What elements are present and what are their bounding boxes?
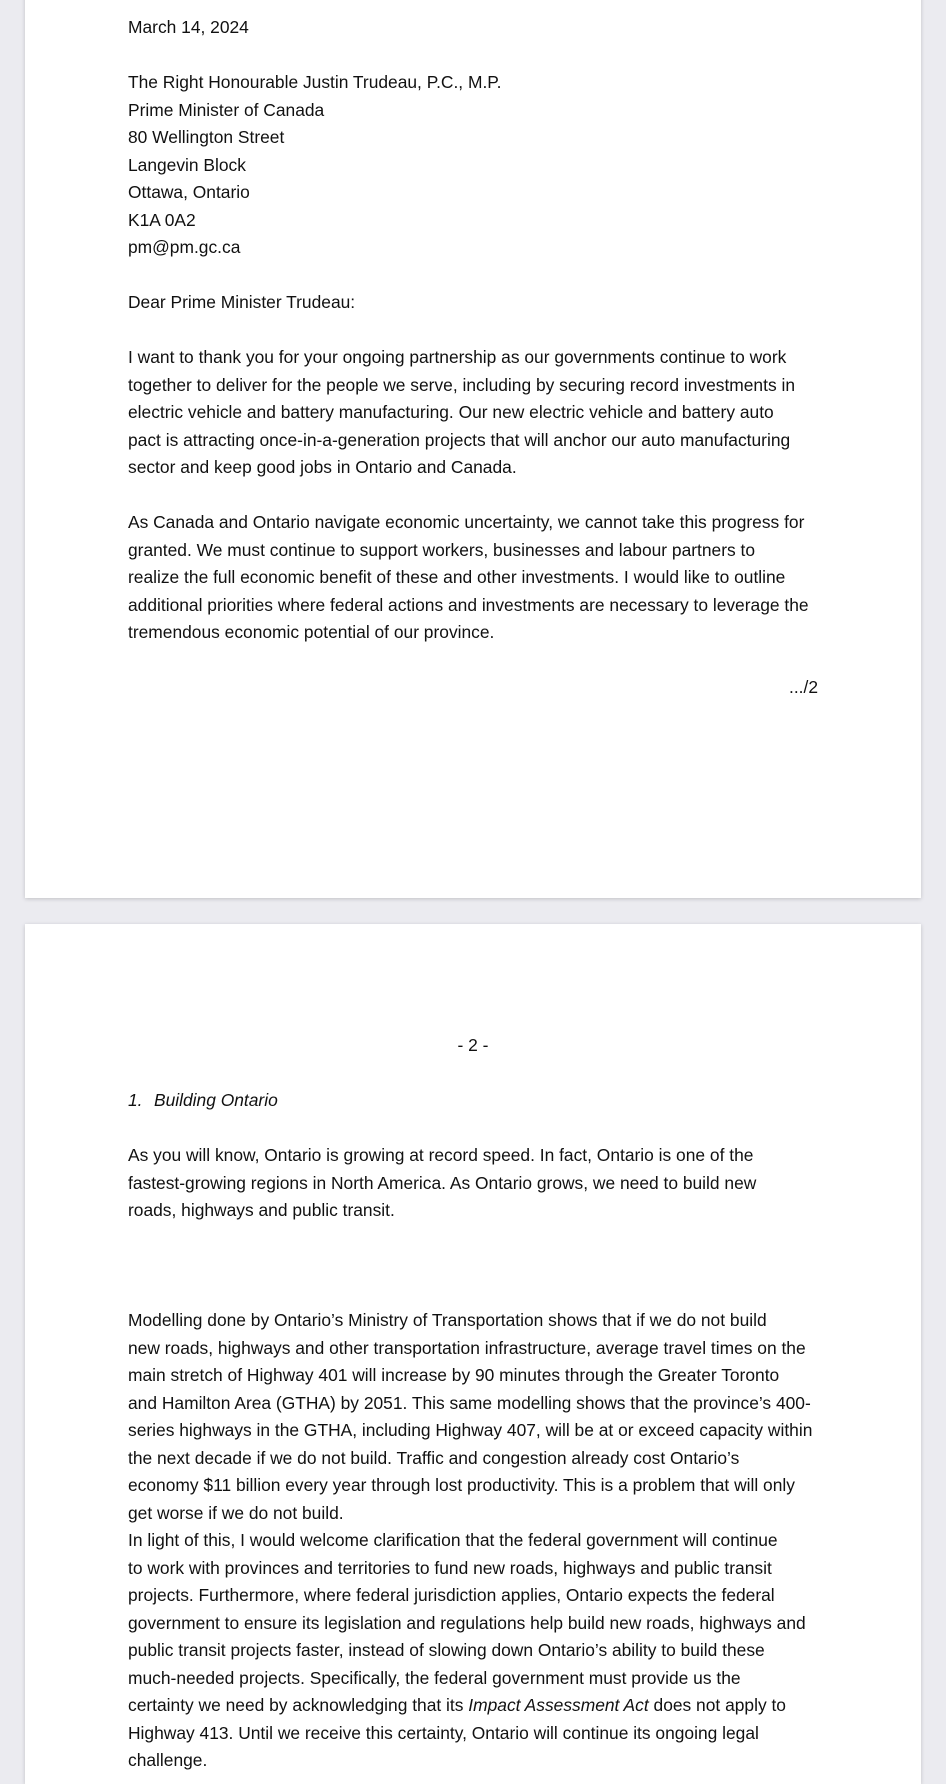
paragraph-line: and Hamilton Area (GTHA) by 2051. This same modelling shows that the province’s 400- <box>128 1392 811 1413</box>
paragraph-line: granted. We must continue to support workers, businesses and labour partners to <box>128 539 756 560</box>
address-line: 80 Wellington Street <box>128 127 285 147</box>
line-text: certainty we need by acknowledging that its <box>128 1695 469 1715</box>
paragraph-line: Modelling done by Ontario’s Ministry of Transportation shows that if we do not build <box>128 1310 767 1330</box>
letter-page-1 <box>25 0 921 898</box>
paragraph-line: sector and keep good jobs in Ontario and Canada. <box>128 457 517 477</box>
paragraph-line: new roads, highways and other transportation infrastructure, average travel times on the <box>128 1337 806 1358</box>
paragraph-uncertainty <box>128 509 848 647</box>
paragraph-modelling <box>128 1307 848 1527</box>
paragraph-growth <box>128 1142 848 1225</box>
paragraph-line: the next decade if we do not build. Traffic and congestion already cost Ontario’s <box>128 1447 740 1468</box>
paragraph-line: economy $11 billion every year through lost productivity. This is a problem that will only <box>128 1475 795 1495</box>
paragraph-line: together to deliver for the people we serve, including by securing record investments in <box>128 374 796 395</box>
paragraph-line: electric vehicle and battery manufacturing. Our new electric vehicle and battery auto <box>128 402 774 422</box>
paragraph-federal-request <box>128 1527 848 1775</box>
continuation-marker: .../2 <box>789 677 818 697</box>
paragraph-line: government to ensure its legislation and regulations help build new roads, highways and <box>128 1612 806 1633</box>
paragraph-line: pact is attracting once-in-a-generation projects that will anchor our auto manufacturing <box>128 429 791 450</box>
paragraph-line: roads, highways and public transit. <box>128 1200 395 1220</box>
page-number: - 2 - <box>457 1035 489 1055</box>
paragraph-line: As you will know, Ontario is growing at record speed. In fact, Ontario is one of the <box>128 1145 754 1165</box>
act-title: Impact Assessment Act <box>468 1695 649 1715</box>
paragraph-line: additional priorities where federal actions and investments are necessary to leverage the <box>128 594 809 615</box>
paragraph-line: to work with provinces and territories to fund new roads, highways and public transit <box>128 1557 772 1578</box>
section-number: 1. <box>128 1090 143 1110</box>
paragraph-line: challenge. <box>128 1750 208 1770</box>
paragraph-line: get worse if we do not build. <box>128 1502 344 1523</box>
recipient-address <box>128 69 848 262</box>
paragraph-line: public transit projects faster, instead of slowing down Ontario’s ability to build these <box>128 1640 765 1660</box>
letter-page-2 <box>25 924 921 1784</box>
paragraph-line: projects. Furthermore, where federal jurisdiction applies, Ontario expects the federal <box>128 1585 775 1605</box>
paragraph-thanks <box>128 344 848 482</box>
paragraph-line: much-needed projects. Specifically, the federal government must provide us the <box>128 1667 741 1688</box>
section-title: Building Ontario <box>154 1090 278 1110</box>
paragraph-line: series highways in the GTHA, including Highway 407, will be at or exceed capacity within <box>128 1420 813 1440</box>
line-text: does not apply to <box>648 1695 786 1715</box>
address-line: Prime Minister of Canada <box>128 99 325 120</box>
address-line: K1A 0A2 <box>128 209 196 230</box>
address-line: Ottawa, Ontario <box>128 182 250 202</box>
letter-date: March 14, 2024 <box>128 17 249 37</box>
address-email: pm@pm.gc.ca <box>128 237 241 257</box>
paragraph-line: As Canada and Ontario navigate economic uncertainty, we cannot take this progress for <box>128 512 805 532</box>
paragraph-line <box>128 1692 848 1720</box>
paragraph-line: tremendous economic potential of our province. <box>128 622 495 642</box>
paragraph-line: fastest-growing regions in North America. As Ontario grows, we need to build new <box>128 1172 757 1193</box>
salutation: Dear Prime Minister Trudeau: <box>128 292 356 312</box>
paragraph-line: In light of this, I would welcome clarification that the federal government will continue <box>128 1530 778 1550</box>
paragraph-line: realize the full economic benefit of these and other investments. I would like to outline <box>128 567 786 587</box>
address-line: The Right Honourable Justin Trudeau, P.C., M.P. <box>128 72 502 92</box>
paragraph-line: main stretch of Highway 401 will increase by 90 minutes through the Greater Toronto <box>128 1365 780 1385</box>
paragraph-line: Highway 413. Until we receive this certainty, Ontario will continue its ongoing legal <box>128 1722 759 1743</box>
section-heading <box>128 1087 848 1115</box>
paragraph-line: I want to thank you for your ongoing partnership as our governments continue to work <box>128 347 787 367</box>
address-line: Langevin Block <box>128 154 246 175</box>
